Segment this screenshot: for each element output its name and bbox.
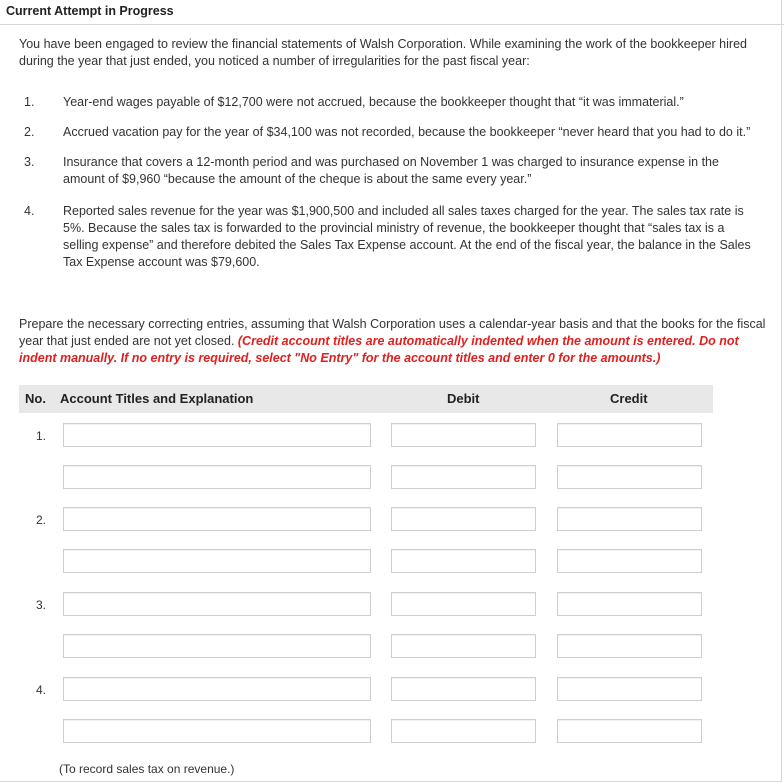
credit-input[interactable] bbox=[557, 719, 702, 743]
account-title-input[interactable] bbox=[63, 592, 371, 616]
debit-input[interactable] bbox=[391, 719, 536, 743]
entry-number: 1. bbox=[36, 429, 47, 443]
credit-input[interactable] bbox=[557, 507, 702, 531]
account-title-input[interactable] bbox=[63, 549, 371, 573]
entry-explanation: (To record sales tax on revenue.) bbox=[59, 762, 235, 776]
account-title-input[interactable] bbox=[63, 423, 371, 447]
account-title-input[interactable] bbox=[63, 719, 371, 743]
col-no: No. bbox=[25, 391, 46, 406]
intro-paragraph: You have been engaged to review the financial statements of Walsh Corporation. While examining the work of the bookkeeper hired during the year that just ended, you noticed a number of irregularities for the past fiscal year: bbox=[19, 37, 747, 68]
account-title-input[interactable] bbox=[63, 677, 371, 701]
item-number: 1. bbox=[24, 95, 35, 109]
item-text: Insurance that covers a 12-month period and was purchased on November 1 was charged to insurance expense in the amount of $9,960 “because the amount of the cheque is about the same every year.” bbox=[63, 155, 719, 186]
col-debit: Debit bbox=[447, 391, 480, 406]
entry-number: 4. bbox=[36, 683, 47, 697]
instructions-text: Prepare the necessary correcting entries, assuming that Walsh Corporation uses a calendar-year basis and that the books for the fiscal year that just ended are not yet closed. bbox=[19, 317, 766, 348]
item-text: Accrued vacation pay for the year of $34,100 was not recorded, because the bookkeeper “never heard that you had to do it.” bbox=[63, 125, 751, 139]
credit-input[interactable] bbox=[557, 677, 702, 701]
item-number: 3. bbox=[24, 155, 35, 169]
account-title-input[interactable] bbox=[63, 634, 371, 658]
account-title-input[interactable] bbox=[63, 465, 371, 489]
debit-input[interactable] bbox=[391, 549, 536, 573]
page-title: Current Attempt in Progress bbox=[6, 4, 174, 18]
credit-input[interactable] bbox=[557, 423, 702, 447]
instructions-note: (Credit account titles are automatically indented when the amount is entered. Do not indent manually. If no entry is required, select "No Entry" for the account titles and enter 0 for the amounts.) bbox=[19, 334, 739, 365]
entry-number: 2. bbox=[36, 513, 47, 527]
instructions bbox=[19, 316, 769, 367]
credit-input[interactable] bbox=[557, 465, 702, 489]
credit-input[interactable] bbox=[557, 549, 702, 573]
header-divider bbox=[0, 24, 784, 25]
debit-input[interactable] bbox=[391, 592, 536, 616]
debit-input[interactable] bbox=[391, 677, 536, 701]
item-text: Reported sales revenue for the year was $1,900,500 and included all sales taxes charged for the year. The sales tax rate is 5%. Because the sales tax is forwarded to the provincial ministry of revenue, the bookkeeper thought that “sales tax is a selling expense” and therefore debited the Sales Tax Expense account. At the end of the fiscal year, the balance in the Sales Tax Expense account was $79,600. bbox=[63, 204, 751, 269]
debit-input[interactable] bbox=[391, 423, 536, 447]
col-account: Account Titles and Explanation bbox=[60, 391, 254, 406]
credit-input[interactable] bbox=[557, 634, 702, 658]
credit-input[interactable] bbox=[557, 592, 702, 616]
item-number: 2. bbox=[24, 125, 35, 139]
item-text: Year-end wages payable of $12,700 were not accrued, because the bookkeeper thought that “it was immaterial.” bbox=[63, 95, 684, 109]
col-credit: Credit bbox=[610, 391, 648, 406]
debit-input[interactable] bbox=[391, 634, 536, 658]
debit-input[interactable] bbox=[391, 465, 536, 489]
debit-input[interactable] bbox=[391, 507, 536, 531]
item-number: 4. bbox=[24, 204, 35, 218]
table-header bbox=[19, 385, 713, 413]
entry-number: 3. bbox=[36, 598, 47, 612]
account-title-input[interactable] bbox=[63, 507, 371, 531]
